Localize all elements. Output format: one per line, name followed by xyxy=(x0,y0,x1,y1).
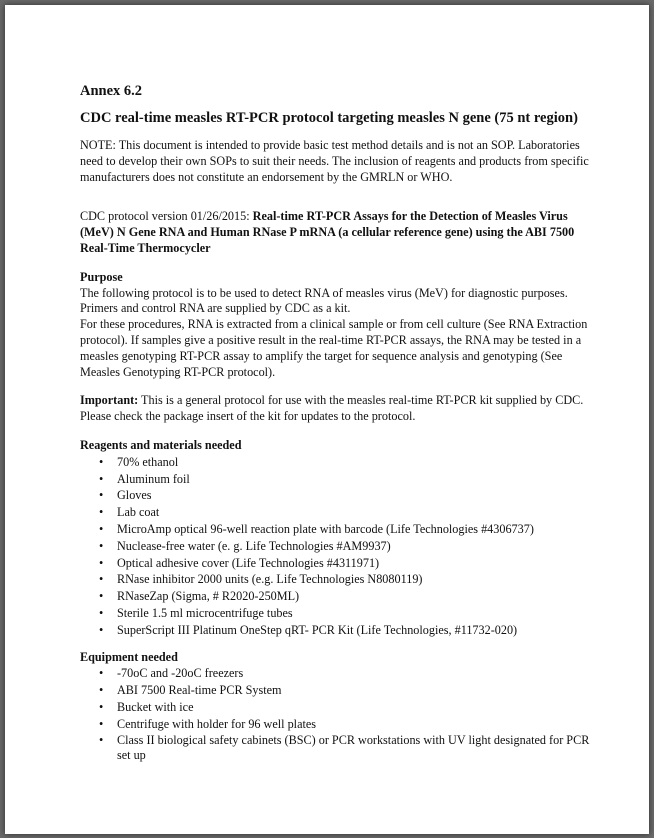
list-item: • Sterile 1.5 ml microcentrifuge tubes xyxy=(99,605,293,620)
reagents-list xyxy=(80,454,600,639)
purpose-paragraph-2: For these procedures, RNA is extracted from a clinical sample or from cell culture (See RNA Extraction protocol). If samples give a positive result in the real-time RT-PCR assays, the RNA may be tested in a measles genotyping RT-PCR assay to amplify the target for sequence analysis and genotyping (See Measles Genotyping RT-PCR protocol). xyxy=(80,317,588,379)
important-paragraph xyxy=(80,393,600,425)
list-item: • ABI 7500 Real-time PCR System xyxy=(99,683,282,698)
list-item: • Nuclease-free water (e. g. Life Technologies #AM9937) xyxy=(99,538,391,553)
purpose-paragraph-1: The following protocol is to be used to detect RNA of measles virus (MeV) for diagnostic purposes. Primers and control RNA are supplied by CDC as a kit. xyxy=(80,285,568,316)
bullet-icon: • xyxy=(99,555,104,570)
bullet-icon: • xyxy=(99,505,104,520)
note-paragraph: NOTE: This document is intended to provide basic test method details and is not an SOP. Laboratories need to develop their own SOPs to suit their needs. The inclusion of reagents and products from specific manufacturers does not constitute an endorsement by the GMRLN or WHO. xyxy=(80,138,589,184)
equipment-list xyxy=(80,665,600,763)
list-item: • Optical adhesive cover (Life Technologies #4311971) xyxy=(99,555,380,570)
important-label: Important: xyxy=(80,393,139,408)
page-content xyxy=(80,82,600,764)
list-item: • Centrifuge with holder for 96 well plates xyxy=(99,716,317,731)
bullet-icon: • xyxy=(99,622,104,637)
document-page xyxy=(5,5,649,834)
list-item: • 70% ethanol xyxy=(99,454,179,469)
protocol-version-prefix: CDC protocol version 01/26/2015: xyxy=(80,209,253,224)
list-item: • Lab coat xyxy=(99,505,160,520)
bullet-icon: • xyxy=(99,716,104,731)
list-item: • Aluminum foil xyxy=(99,471,190,486)
equipment-heading: Equipment needed xyxy=(80,649,178,664)
list-item: • -70oC and -20oC freezers xyxy=(99,666,244,681)
important-text: This is a general protocol for use with the measles real-time RT-PCR kit supplied by CDC. Please check the package insert of the kit for updates to the protocol. xyxy=(80,393,584,424)
bullet-icon: • xyxy=(99,521,104,536)
list-item: • Bucket with ice xyxy=(99,699,194,714)
bullet-icon: • xyxy=(99,666,104,681)
bullet-icon: • xyxy=(99,572,104,587)
list-item: • RNase inhibitor 2000 units (e.g. Life Technologies N8080119) xyxy=(99,572,423,587)
annex-label: Annex 6.2 xyxy=(80,83,143,99)
bullet-icon: • xyxy=(99,488,104,503)
bullet-icon: • xyxy=(99,454,104,469)
bullet-icon: • xyxy=(99,732,104,747)
list-item: • RNaseZap (Sigma, # R2020-250ML) xyxy=(99,589,300,604)
bullet-icon: • xyxy=(99,683,104,698)
purpose-heading: Purpose xyxy=(80,269,123,284)
document-title: CDC real-time measles RT-PCR protocol targeting measles N gene (75 nt region) xyxy=(80,110,578,126)
bullet-icon: • xyxy=(99,471,104,486)
bullet-icon: • xyxy=(99,699,104,714)
protocol-title: Real-time RT-PCR Assays for the Detection of Measles Virus (MeV) N Gene RNA and Human RNase P mRNA (a cellular reference gene) using the ABI 7500 Real-Time Thermocycler xyxy=(80,209,575,255)
list-item: • Class II biological safety cabinets (BSC) or PCR workstations with UV light designated for PCR set up xyxy=(99,732,590,763)
list-item: • SuperScript III Platinum OneStep qRT- PCR Kit (Life Technologies, #11732-020) xyxy=(99,622,518,637)
list-item: • MicroAmp optical 96-well reaction plate with barcode (Life Technologies #4306737) xyxy=(99,521,534,536)
bullet-icon: • xyxy=(99,589,104,604)
protocol-version-paragraph xyxy=(80,209,600,256)
reagents-heading: Reagents and materials needed xyxy=(80,437,242,452)
bullet-icon: • xyxy=(99,605,104,620)
list-item: • Gloves xyxy=(99,488,152,503)
bullet-icon: • xyxy=(99,538,104,553)
